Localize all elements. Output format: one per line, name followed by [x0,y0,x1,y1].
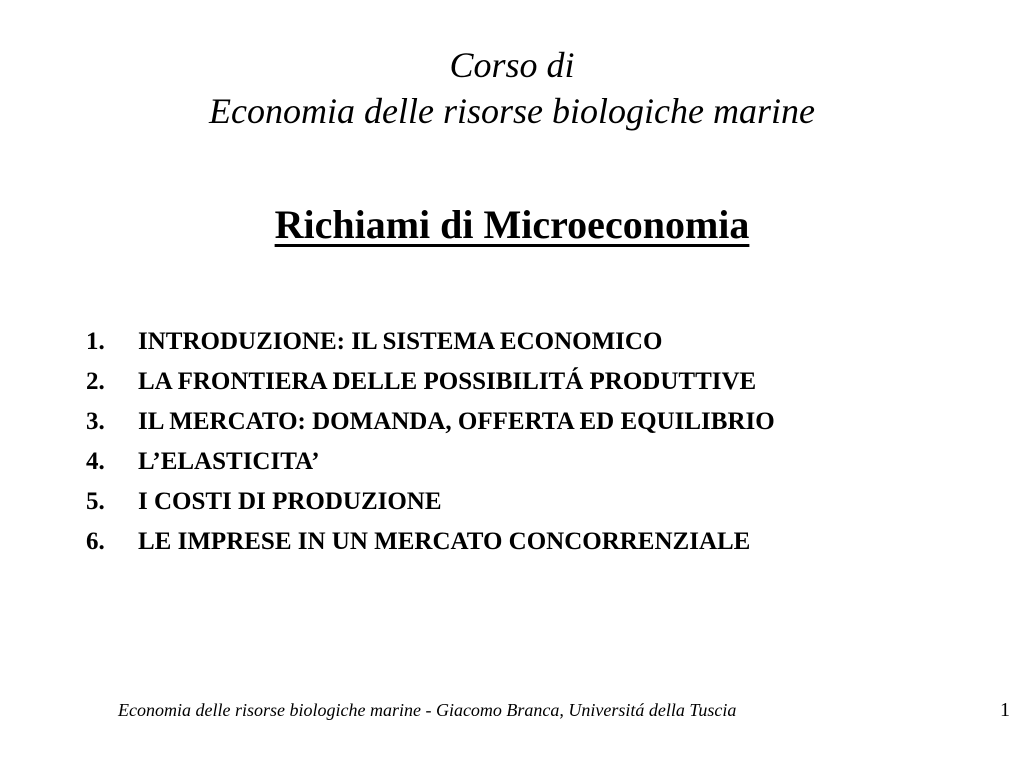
topic-item [86,362,775,402]
topic-number: 4. [86,448,105,475]
topic-label: INTRODUZIONE: IL SISTEMA ECONOMICO [138,328,663,355]
course-header-line-2: Economia delle risorse biologiche marine [209,91,815,131]
topic-item [86,402,775,442]
footer-text: Economia delle risorse biologiche marine - Giacomo Branca, Universitá della Tuscia [118,700,737,720]
topic-item [86,442,775,482]
topic-label: LA FRONTIERA DELLE POSSIBILITÁ PRODUTTIVE [138,368,757,395]
topic-item [86,482,775,522]
topic-item [86,522,775,562]
topic-number: 2. [86,368,105,395]
topic-number: 6. [86,528,105,555]
course-header-line-1: Corso di [449,45,575,85]
topic-label: IL MERCATO: DOMANDA, OFFERTA ED EQUILIBRIO [138,408,775,435]
topic-number: 5. [86,488,105,515]
page-number: 1 [1000,699,1010,721]
topic-label: LE IMPRESE IN UN MERCATO CONCORRENZIALE [138,528,751,555]
topic-number: 1. [86,328,105,355]
topic-label: L’ELASTICITA’ [138,448,320,475]
topic-number: 3. [86,408,105,435]
topic-list [86,322,775,562]
topic-item [86,322,775,362]
topic-label: I COSTI DI PRODUZIONE [138,488,442,515]
slide-title [0,200,1024,250]
course-header [0,42,1024,134]
slide-title-text: Richiami di Microeconomia [274,202,750,247]
